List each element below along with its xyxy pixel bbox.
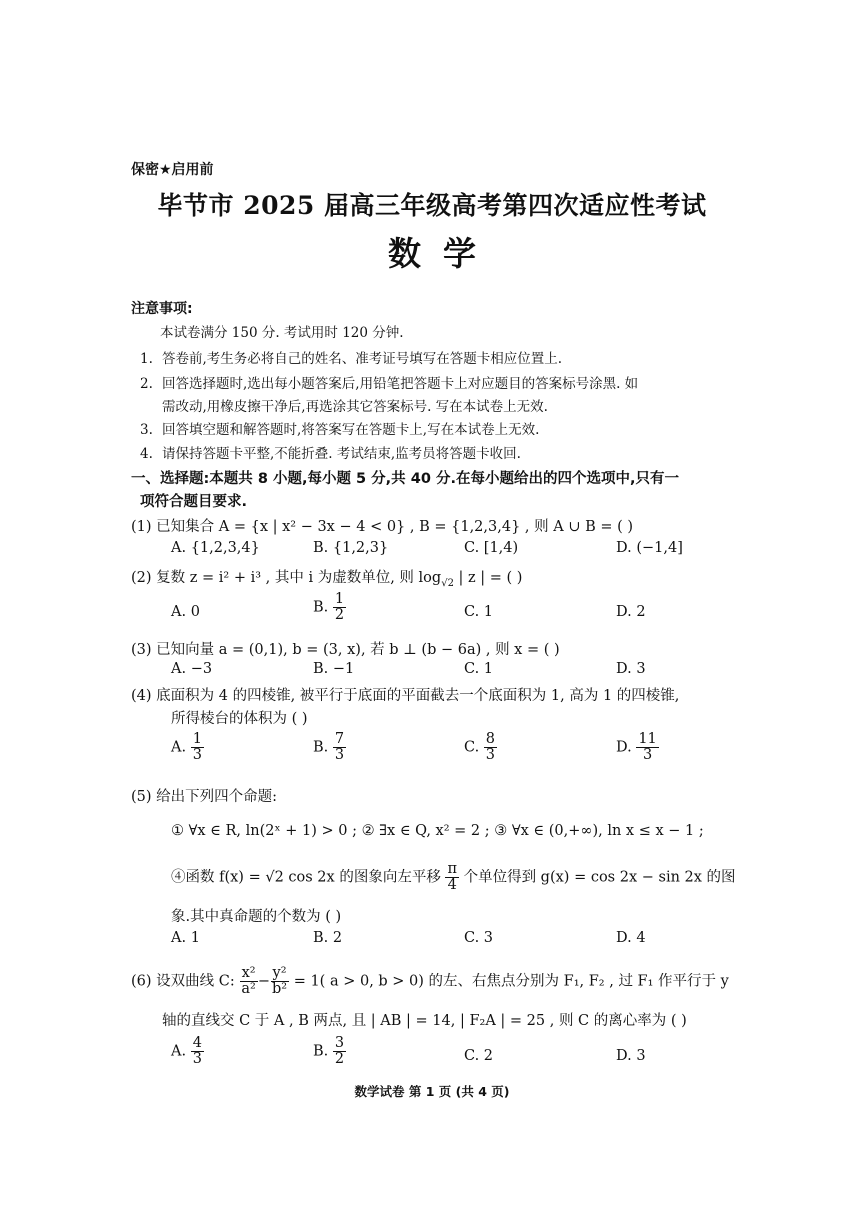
q4-option-a-fraction <box>191 732 204 763</box>
q4-option-a <box>171 732 204 763</box>
note-text: 回答填空题和解答题时,将答案写在答题卡上,写在本试卷上无效. <box>162 422 540 438</box>
option-label: A. <box>171 1043 187 1060</box>
fraction-numerator: 1 <box>334 591 345 607</box>
q2-stem-part-a: (2) 复数 z = i² + i³ , 其中 i 为虚数单位, 则 log <box>131 570 442 586</box>
q2-option-c: C. 1 <box>464 604 494 620</box>
q6-x-fraction <box>239 966 257 997</box>
fraction-denominator: b² <box>271 981 288 998</box>
q1-option-b: B. {1,2,3} <box>313 540 389 556</box>
q6-option-a <box>171 1036 204 1067</box>
question-3-stem: (3) 已知向量 a = (0,1), b = (3, x), 若 b ⊥ (b − 6a) , 则 x = ( ) <box>131 642 560 658</box>
note-item-3 <box>140 418 539 438</box>
q6-option-b-fraction <box>333 1036 346 1067</box>
fraction-numerator: 3 <box>334 1035 345 1051</box>
note-number: 2. <box>140 376 153 392</box>
fraction-denominator: 4 <box>447 877 457 894</box>
option-label: B. <box>313 1043 329 1060</box>
fraction-numerator: y² <box>272 965 287 981</box>
q3-option-b: B. −1 <box>313 661 355 677</box>
question-6-stem <box>131 966 729 997</box>
fraction-numerator: 11 <box>638 731 657 747</box>
q1-option-d: D. (−1,4] <box>616 540 683 556</box>
fraction-numerator: x² <box>241 965 256 981</box>
q6-option-a-fraction <box>191 1036 204 1067</box>
q3-option-c: C. 1 <box>464 661 494 677</box>
q4-option-b <box>313 732 346 763</box>
question-4-stem: (4) 底面积为 4 的四棱锥, 被平行于底面的平面截去一个底面积为 1, 高为 1 的四棱锥, <box>131 688 680 704</box>
q5-pi-over-4-fraction <box>445 862 459 893</box>
notes-heading: 注意事项: <box>131 301 193 317</box>
note-number: 1. <box>140 351 153 367</box>
q2-option-b <box>313 592 346 623</box>
question-1-stem: (1) 已知集合 A = {x | x² − 3x − 4 < 0} , B = {1,2,3,4} , 则 A ∪ B = ( ) <box>131 519 634 535</box>
notes-intro: 本试卷满分 150 分. 考试用时 120 分钟. <box>160 325 404 341</box>
fraction-denominator: a² <box>241 981 256 998</box>
q6-stem-part-b: = 1( a > 0, b > 0) 的左、右焦点分别为 F₁, F₂ , 过 F₁ 作平行于 y <box>293 973 729 990</box>
q5-proposition-4 <box>171 862 736 893</box>
fraction-numerator: 7 <box>334 731 345 747</box>
question-4-stem-continued: 所得棱台的体积为 ( ) <box>171 711 308 727</box>
q5-option-a: A. 1 <box>171 930 200 946</box>
q4-option-c <box>464 732 497 763</box>
confidential-label: 保密★启用前 <box>131 162 214 178</box>
question-6-stem-continued: 轴的直线交 C 于 A , B 两点, 且 | AB | = 14, | F₂A | = 25 , 则 C 的离心率为 ( ) <box>162 1013 687 1029</box>
fraction-denominator: 3 <box>192 1051 202 1068</box>
fraction-denominator: 3 <box>334 747 345 764</box>
q6-y-fraction <box>270 966 289 997</box>
q6-option-c: C. 2 <box>464 1048 494 1064</box>
option-label: C. <box>464 739 480 756</box>
fraction-numerator: 4 <box>192 1035 202 1051</box>
page-footer: 数学试卷 第 1 页 (共 4 页) <box>354 1084 510 1099</box>
q5-p4-part-a: ④函数 f(x) = √2 cos 2x 的图象向左平移 <box>171 869 441 886</box>
q1-option-a: A. {1,2,3,4} <box>171 540 260 556</box>
fraction-denominator: 2 <box>334 607 345 624</box>
q2-option-a: A. 0 <box>171 604 200 620</box>
note-number: 4. <box>140 446 153 462</box>
q5-option-d: D. 4 <box>616 930 646 946</box>
fraction-denominator: 3 <box>642 747 653 764</box>
q6-option-d: D. 3 <box>616 1048 646 1064</box>
note-item-2 <box>140 372 638 392</box>
q5-propositions-1-3: ① ∀x ∈ R, ln(2ˣ + 1) > 0 ; ② ∃x ∈ Q, x² = 2 ; ③ ∀x ∈ (0,+∞), ln x ≤ x − 1 ; <box>171 823 704 839</box>
fraction-numerator: 8 <box>485 731 496 747</box>
note-item-2-continued: 需改动,用橡皮擦干净后,再选涂其它答案标号. 写在本试卷上无效. <box>162 399 548 415</box>
q5-p4-part-b: 个单位得到 g(x) = cos 2x − sin 2x 的图 <box>463 869 736 886</box>
q5-option-b: B. 2 <box>313 930 343 946</box>
note-text: 回答选择题时,选出每小题答案后,用铅笔把答题卡上对应题目的答案标号涂黑. 如 <box>162 376 639 392</box>
option-label: B. <box>313 599 329 616</box>
q1-option-c: C. [1,4) <box>464 540 519 556</box>
option-label: A. <box>171 739 187 756</box>
q3-option-d: D. 3 <box>616 661 646 677</box>
fraction-numerator: 1 <box>192 731 202 747</box>
q2-stem-part-b: | z | = ( ) <box>453 570 523 586</box>
fraction-denominator: 3 <box>192 747 202 764</box>
section-heading: 一、选择题:本题共 8 小题,每小题 5 分,共 40 分.在每小题给出的四个选项中,只有一 <box>131 471 679 487</box>
question-2-stem <box>131 566 522 589</box>
q6-stem-part-a: (6) 设双曲线 C: <box>131 973 235 990</box>
q6-minus: − <box>257 973 270 990</box>
q4-option-d-fraction <box>636 732 658 763</box>
fraction-denominator: 2 <box>334 1051 345 1068</box>
option-label: D. <box>616 739 632 756</box>
q4-option-c-fraction <box>484 732 497 763</box>
q5-proposition-4-continued: 象.其中真命题的个数为 ( ) <box>171 909 342 925</box>
q2-option-b-fraction <box>333 592 346 623</box>
q2-log-base: √2 <box>441 577 454 589</box>
section-heading-continued: 项符合题目要求. <box>140 494 248 510</box>
note-text: 答卷前,考生务必将自己的姓名、准考证号填写在答题卡相应位置上. <box>162 351 563 367</box>
q6-option-b <box>313 1036 346 1067</box>
q4-option-d <box>616 732 659 763</box>
q2-option-d: D. 2 <box>616 604 646 620</box>
fraction-denominator: 3 <box>485 747 496 764</box>
note-number: 3. <box>140 422 153 438</box>
note-item-4 <box>140 442 521 462</box>
note-text: 请保持答题卡平整,不能折叠. 考试结束,监考员将答题卡收回. <box>162 446 521 462</box>
exam-title: 毕节市 2025 届高三年级高考第四次适应性考试 <box>157 191 707 220</box>
fraction-numerator: π <box>447 861 457 877</box>
q5-option-c: C. 3 <box>464 930 494 946</box>
subject-title: 数学 <box>388 234 498 273</box>
note-item-1 <box>140 347 562 367</box>
option-label: B. <box>313 739 329 756</box>
q4-option-b-fraction <box>333 732 346 763</box>
q3-option-a: A. −3 <box>171 661 213 677</box>
question-5-stem: (5) 给出下列四个命题: <box>131 789 278 805</box>
